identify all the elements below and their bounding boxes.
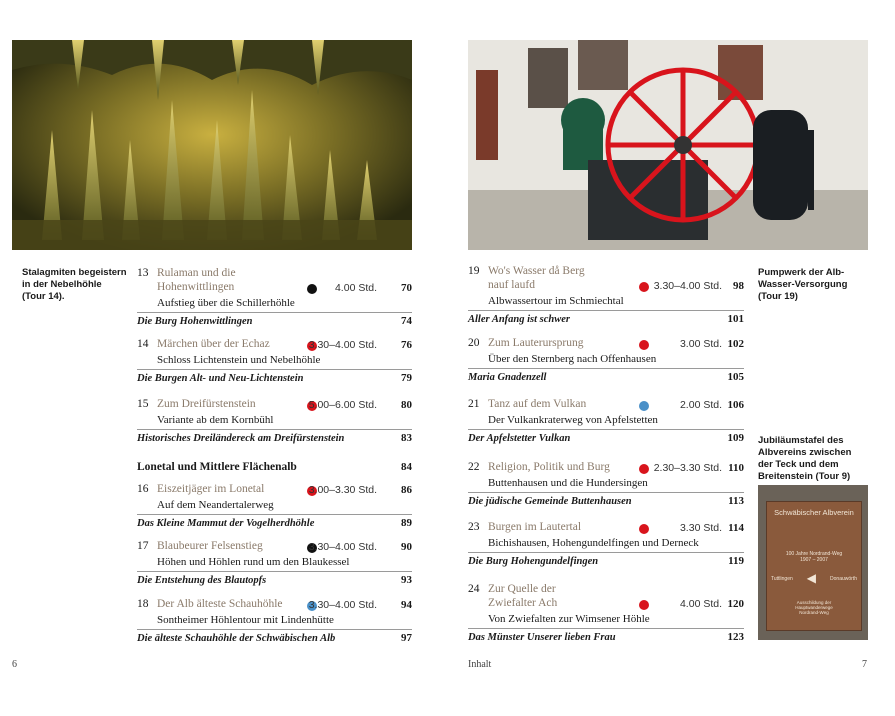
- tour-subtitle: Bichishausen, Hohengundelfingen und Derneck: [488, 537, 699, 549]
- feature-title: Die jüdische Gemeinde Buttenhausen: [468, 496, 632, 507]
- sign-left-label: Tuttlingen: [771, 575, 793, 582]
- footer-section-label: Inhalt: [468, 659, 492, 670]
- section-page-number: 84: [401, 461, 412, 473]
- tour-number: 23: [468, 521, 480, 533]
- feature-title: Die Entstehung des Blautopfs: [137, 575, 267, 586]
- tour-page-number: 80: [401, 399, 412, 411]
- tour-page-number: 86: [401, 484, 412, 496]
- tour-page-number: 90: [401, 541, 412, 553]
- duration: 4.00 Std.: [334, 282, 377, 294]
- feature-page-number: 83: [401, 432, 412, 444]
- feature-title: Historisches Dreiländereck am Dreifürstenstein: [137, 433, 345, 444]
- section-heading: Lonetal und Mittlere Flächenalb: [137, 461, 297, 473]
- divider: [137, 571, 412, 572]
- page-number-left: 6: [12, 659, 17, 670]
- feature-page-number: 113: [728, 495, 744, 507]
- arrow-left-icon: ◀: [806, 571, 817, 585]
- tour-page-number: 120: [727, 598, 744, 610]
- tour-subtitle: Buttenhausen und die Hundersingen: [488, 477, 648, 489]
- tour-title-line2: Zwiefalter Ach: [488, 597, 558, 609]
- tour-number: 13: [137, 267, 149, 279]
- tour-title: Burgen im Lautertal: [488, 521, 582, 533]
- tour-title-line2: Hohenwittlingen: [157, 281, 235, 293]
- feature-title: Das Kleine Mammut der Vogelherdhöhle: [137, 518, 315, 529]
- tour-number: 21: [468, 398, 480, 410]
- toc-entry[interactable]: [137, 595, 412, 675]
- divider: [137, 429, 412, 430]
- tour-number: 17: [137, 540, 149, 552]
- feature-page-number: 101: [727, 313, 744, 325]
- feature-title: Die Burg Hohenwittlingen: [137, 316, 253, 327]
- tour-title: Eiszeitjäger im Lonetal: [157, 483, 265, 495]
- duration: 3.00–3.30 Std.: [308, 484, 377, 496]
- tour-title: Religion, Politik und Burg: [488, 461, 610, 473]
- tour-title: Zum Dreifürstenstein: [157, 398, 256, 410]
- tour-title: Zur Quelle der: [488, 583, 556, 595]
- albverein-sign-photo: [758, 485, 868, 640]
- difficulty-dot: [307, 284, 317, 294]
- feature-title: Der Apfelstetter Vulkan: [468, 433, 571, 444]
- divider: [137, 369, 412, 370]
- tour-subtitle: Der Vulkankraterweg von Apfelstetten: [488, 414, 658, 426]
- feature-title: Das Münster Unserer lieben Frau: [468, 632, 616, 643]
- tour-page-number: 94: [401, 599, 412, 611]
- feature-title: Die Burgen Alt- und Neu-Lichtenstein: [137, 373, 304, 384]
- tour-page-number: 70: [401, 282, 412, 294]
- tour-page-number: 110: [728, 462, 744, 474]
- toc-left-column: [137, 262, 412, 652]
- duration: 4.00 Std.: [679, 598, 722, 610]
- feature-page-number: 109: [727, 432, 744, 444]
- toc-entry[interactable]: [468, 262, 744, 342]
- tour-subtitle: Albwassertour im Schmiechtal: [488, 295, 624, 307]
- divider: [137, 629, 412, 630]
- tour-number: 19: [468, 265, 480, 277]
- difficulty-dot: [639, 600, 649, 610]
- feature-page-number: 93: [401, 574, 412, 586]
- feature-page-number: 119: [728, 555, 744, 567]
- duration: 3.00 Std.: [679, 338, 722, 350]
- duration: 3.30–4.00 Std.: [308, 339, 377, 351]
- sign-bottom1: Ausschildung der: [796, 600, 832, 605]
- difficulty-dot: [639, 401, 649, 411]
- sign-title: Schwäbischer Albverein: [774, 508, 854, 517]
- difficulty-dot: [639, 282, 649, 292]
- tour-number: 18: [137, 598, 149, 610]
- divider: [468, 492, 744, 493]
- right-photo-caption: Pumpwerk der Alb-Wasser-Versorgung (Tour 19): [758, 267, 848, 302]
- feature-page-number: 74: [401, 315, 412, 327]
- divider: [137, 514, 412, 515]
- duration: 3.30 Std.: [679, 522, 722, 534]
- tour-subtitle: Sontheimer Höhlentour mit Lindenhütte: [157, 614, 334, 626]
- feature-title: Die Burg Hohengundelfingen: [468, 556, 599, 567]
- toc-right-column: [468, 262, 744, 652]
- sign-bottom3: Nordrand-Weg: [799, 610, 829, 615]
- difficulty-dot: [639, 524, 649, 534]
- pump-station-photo: [468, 40, 868, 250]
- sign-bottom2: Hauptwanderwege: [795, 605, 833, 610]
- tour-number: 15: [137, 398, 149, 410]
- tour-number: 20: [468, 337, 480, 349]
- tour-number: 22: [468, 461, 480, 473]
- divider: [468, 310, 744, 311]
- tour-subtitle: Auf dem Neandertalerweg: [157, 499, 274, 511]
- duration: 2.00 Std.: [679, 399, 722, 411]
- sign-right-label: Donauwörth: [830, 575, 857, 582]
- tour-title: Wo's Wasser då Berg: [488, 265, 585, 277]
- tour-title: Tanz auf dem Vulkan: [488, 398, 587, 410]
- tour-title: Der Alb älteste Schauhöhle: [157, 598, 283, 610]
- tour-page-number: 114: [728, 522, 744, 534]
- feature-page-number: 105: [727, 371, 744, 383]
- tour-title: Zum Lauterursprung: [488, 337, 584, 349]
- divider: [468, 628, 744, 629]
- difficulty-dot: [639, 340, 649, 350]
- feature-title: Die älteste Schauhöhle der Schwäbischen Alb: [137, 633, 336, 644]
- feature-title: Maria Gnadenzell: [468, 372, 547, 383]
- divider: [468, 552, 744, 553]
- feature-page-number: 123: [727, 631, 744, 643]
- tour-subtitle: Schloss Lichtenstein und Nebelhöhle: [157, 354, 321, 366]
- tour-subtitle: Über den Sternberg nach Offenhausen: [488, 353, 657, 365]
- tour-title-line2: nauf laufd: [488, 279, 535, 291]
- sign-plate: [766, 501, 862, 631]
- toc-entry[interactable]: [137, 264, 412, 344]
- tour-number: 16: [137, 483, 149, 495]
- feature-page-number: 79: [401, 372, 412, 384]
- tour-page-number: 106: [727, 399, 744, 411]
- tour-title: Märchen über der Echaz: [157, 338, 270, 350]
- tour-subtitle: Aufstieg über die Schillerhöhle: [157, 297, 295, 309]
- sign-line1: 100 Jahre Nordrand-Weg: [785, 551, 843, 557]
- tour-page-number: 76: [401, 339, 412, 351]
- duration: 3.30–4.00 Std.: [653, 280, 722, 292]
- sign-line2: 1907 – 2007: [800, 557, 828, 563]
- tour-number: 14: [137, 338, 149, 350]
- duration: 5.00–6.00 Std.: [308, 399, 377, 411]
- feature-title: Aller Anfang ist schwer: [468, 314, 571, 325]
- tour-page-number: 98: [733, 280, 744, 292]
- page-number-right: 7: [862, 659, 867, 670]
- sign-photo-caption: Jubiläumstafel des Albvereins zwischen der Teck und dem Breitenstein (Tour 9): [758, 435, 852, 482]
- tour-title: Rulaman und die: [157, 267, 236, 279]
- tour-page-number: 102: [727, 338, 744, 350]
- left-photo-caption: Stalagmiten begeistern in der Nebelhöhle (Tour 14).: [22, 267, 127, 302]
- tour-number: 24: [468, 583, 480, 595]
- tour-subtitle: Von Zwiefalten zur Wimsener Höhle: [488, 613, 650, 625]
- tour-subtitle: Höhen und Höhlen rund um den Blaukessel: [157, 556, 350, 568]
- duration: 3.30–4.00 Std.: [308, 599, 377, 611]
- divider: [468, 368, 744, 369]
- tour-title: Blaubeurer Felsenstieg: [157, 540, 263, 552]
- difficulty-dot: [639, 464, 649, 474]
- feature-page-number: 89: [401, 517, 412, 529]
- divider: [137, 312, 412, 313]
- duration: 3.30–4.00 Std.: [308, 541, 377, 553]
- cave-photo: [12, 40, 412, 250]
- toc-entry[interactable]: [468, 580, 744, 660]
- divider: [468, 429, 744, 430]
- tour-subtitle: Variante ab dem Kornbühl: [157, 414, 274, 426]
- feature-page-number: 97: [401, 632, 412, 644]
- duration: 2.30–3.30 Std.: [653, 462, 722, 474]
